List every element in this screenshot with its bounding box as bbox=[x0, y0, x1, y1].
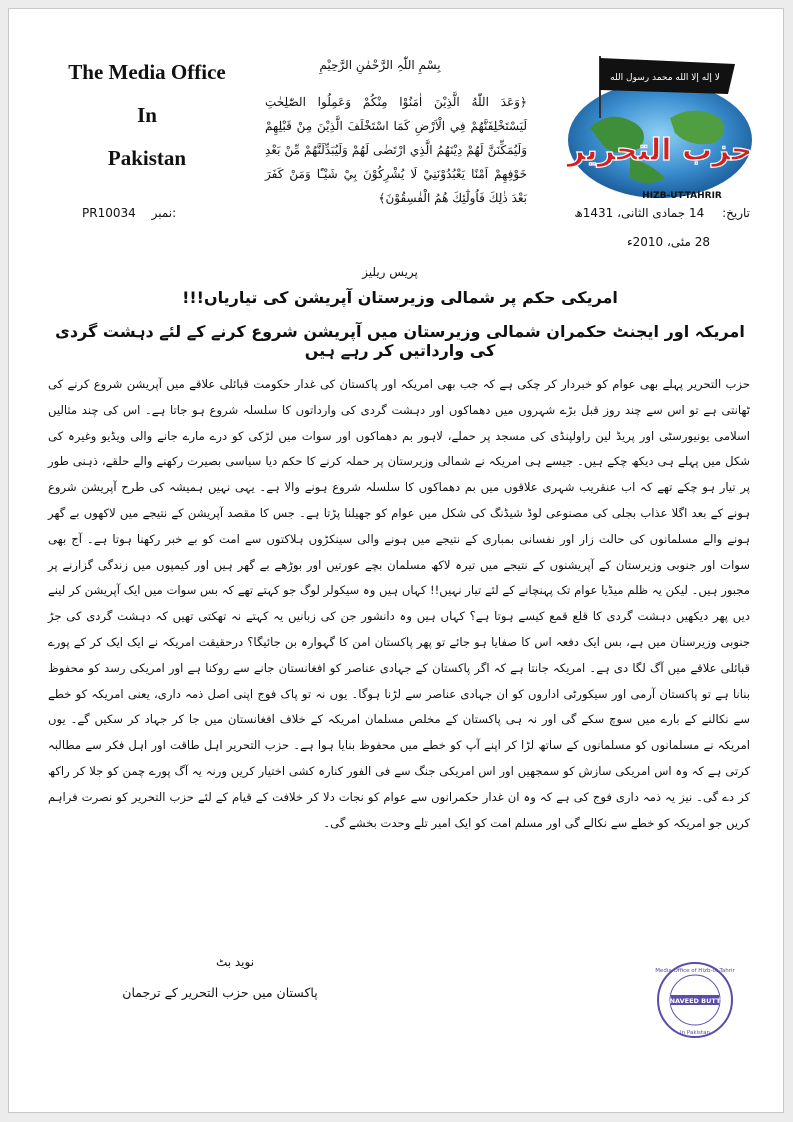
stamp-top-text: Media Office of Hizb-ut-Tahrir bbox=[655, 968, 735, 974]
signatory-title: پاکستان میں حزب التحریر کے ترجمان bbox=[122, 985, 318, 1000]
logo-arabic-text: حزب التحرير bbox=[567, 133, 753, 168]
flag-text: لا إله إلا الله محمد رسول الله bbox=[610, 73, 720, 83]
office-title-line3: Pakistan bbox=[107, 146, 187, 170]
office-title-line1: The Media Office bbox=[68, 60, 226, 84]
quran-verse: ﴿وَعَدَ اللّٰهُ الَّذِيْنَ اٰمَنُوْا مِنْكُمْ وَعَمِلُوا الصّٰلِحٰتِ لَيَسْتَخْلِفَنَّهُمْ فِي الْاَرْضِ كَمَا اسْتَخْلَفَ الَّذِيْنَ مِنْ قَبْلِهِمْ وَلَيُمَكِّنَنَّ لَهُمْ دِيْنَهُمُ الَّذِي ارْتَضٰى لَهُمْ وَلَيُبَدِّلَنَّهُمْ مِّنْ بَعْدِ خَوْفِهِمْ اَمْنًا يَعْبُدُوْنَنِيْ لَا يُشْرِكُوْنَ بِيْ شَيْـًٔا وَمَنْ كَفَرَ بَعْدَ ذٰلِكَ فَاُولٰٓئِكَ هُمُ الْفٰسِقُوْنَ﴾ bbox=[265, 95, 527, 205]
press-number-label: نمبر: bbox=[151, 206, 177, 220]
date-label: تاریخ: bbox=[722, 206, 750, 220]
hizb-logo bbox=[560, 48, 760, 203]
hijri-date-row bbox=[560, 206, 750, 220]
press-number-value: PR10034 bbox=[82, 206, 136, 220]
logo-english-text: HIZB-UT-TAHRIR bbox=[642, 191, 722, 201]
signatory-name: نوید بٹ bbox=[215, 955, 255, 969]
press-headline-2: امریکہ اور ایجنٹ حکمران شمالی وزیرستان میں آپریشن شروع کرنے کے لئے دہشت گردی کی وارداتیں کر رہے ہیں bbox=[55, 322, 745, 360]
office-title-line2: In bbox=[137, 103, 157, 127]
press-number-row bbox=[82, 206, 192, 220]
official-stamp bbox=[655, 960, 735, 1040]
gregorian-date: 28 مئی، 2010ء bbox=[626, 235, 710, 249]
stamp-center-text: NAVEED BUTT bbox=[669, 997, 721, 1005]
stamp-bottom-text: In Pakistan bbox=[680, 1030, 710, 1036]
hijri-date: 14 جمادی الثانی، 1431ھ bbox=[574, 206, 705, 220]
press-body: حزب التحریر پہلے بھی عوام کو خبردار کر چکی ہے کہ جب بھی امریکہ اور پاکستان کی غدار حکومت قبائلی علاقے میں آپریشن شروع کرنے کی ٹھانتی ہے تو اس سے چند روز قبل بڑے شہروں میں دھماکوں اور دہشت گردی کی وارداتوں کا سلسلہ شروع ہو جاتا ہے۔ اس کی چند مثالیں اسلامی یونیورسٹی اور پریڈ لین راولپنڈی کی مسجد پر حملے، لاہور بم دھماکوں اور سوات میں لڑکی کو درے مارے جانے والی ویڈیو وغیرہ کی شکل میں پہلے ہی دیکھ چکے ہیں۔ جیسے ہی امریکہ نے شمالی وزیرستان پر حملہ کرنے کا حکم دیا سیاسی بصیرت رکھنے والے حلقے، ذہنی طور پر تیار ہو چکے تھے کہ اب عنقریب شہری علاقوں میں بم دھماکوں کا سلسلہ شروع ہونے والا ہے۔ یہی نہیں ہمیشہ کی طرح آپریشن شروع ہونے کے بعد اگلا عذاب بجلی کی مصنوعی لوڈ شیڈنگ کی شکل میں عوام کو جھیلنا پڑتا ہے۔ جس کا مقصد آپریشن کے نتیجے میں لاکھوں بے گھر ہونے والے مسلمانوں کی حالت زار اور نفسانی بمباری کے نتیجے میں ہونے والی سینکڑوں ہلاکتوں سے امت کو بے خبر رکھنا ہوتا ہے۔ آج بھی سوات اور جنوبی وزیرستان کے آپریشنوں کے نتیجے میں تیرہ لاکھ مسلمان بچے عورتیں اور بوڑھے بے گھر ہیں اور کیمپوں میں زندگی گزارنے پر مجبور ہیں۔ لیکن یہ ظلم میڈیا عوام تک پہنچانے کے لئے تیار نہیں!! کہاں ہیں وہ سیکولر لوگ جو کہتے تھے کہ بس سوات میں ایک آپریشن کر لینے دیں پھر دیکھیں دہشت گردی کا قلع قمع کیسے ہوتا ہے؟ کہاں ہیں وہ دانشور جن کی زبانیں یہ کہتے نہ تھکتی تھیں کہ دہشت گردی کی جڑ جنوبی وزیرستان میں ہے، بس ایک دفعہ اس کا صفایا ہو جائے تو پھر پاکستان امن کا گہوارہ بن جائیگا؟ درحقیقت امریکہ نے ایک ایک کر کے پورے قبائلی علاقے میں آگ لگا دی ہے۔ امریکہ جانتا ہے کہ اگر پاکستان کے جہادی عناصر کو افغانستان جانے سے روکنا ہے اور امریکی رسد کو محفوظ بنانا ہے تو پاکستان آرمی اور سیکورٹی اداروں کو ان جہادی عناصر سے لڑنا ہوگا۔ یوں نہ تو پاک فوج اپنی اصل ذمہ داری، یعنی امریکہ کو خطے سے نکالنے کے بارے میں سوچ سکے گی اور نہ ہی پاکستان کے مخلص مسلمان امریکہ کے خلاف افغانستان میں جا کر جہاد کر سکیں گے۔ یوں امریکہ نے مسلمانوں کو مسلمانوں کے ساتھ لڑا کر اپنے آپ کو خطے میں محفوظ بنایا ہوا ہے۔ حزب التحریر اہل طاقت اور اہل فکر سے مطالبہ کرتی ہے کہ وہ اس امریکی سازش کو سمجھیں اور اس امریکی جنگ سے فی الفور کنارہ کشی اختیار کریں ورنہ یہ آگ پورے چمن کو جلا کر راکھ کر دے گی۔ نیز یہ ذمہ داری فوج کی ہے کہ وہ ان غدار حکمرانوں سے عوام کو نجات دلا کر خلافت کے قیام کے لئے حزب التحریر کو نصرت فراہم کریں جو امریکہ کو خطے سے نکالے گی اور مسلم امت کو ایک امیر تلے وحدت بخشے گی۔ bbox=[48, 377, 750, 830]
press-release-subtitle: پریس ریلیز bbox=[362, 265, 418, 279]
press-headline-1: امریکی حکم پر شمالی وزیرستان آپریشن کی تیاریاں!!! bbox=[182, 288, 618, 307]
bismillah: بِسْمِ اللّٰہِ الرَّحْمٰنِ الرَّحِیْمِ bbox=[319, 58, 441, 72]
